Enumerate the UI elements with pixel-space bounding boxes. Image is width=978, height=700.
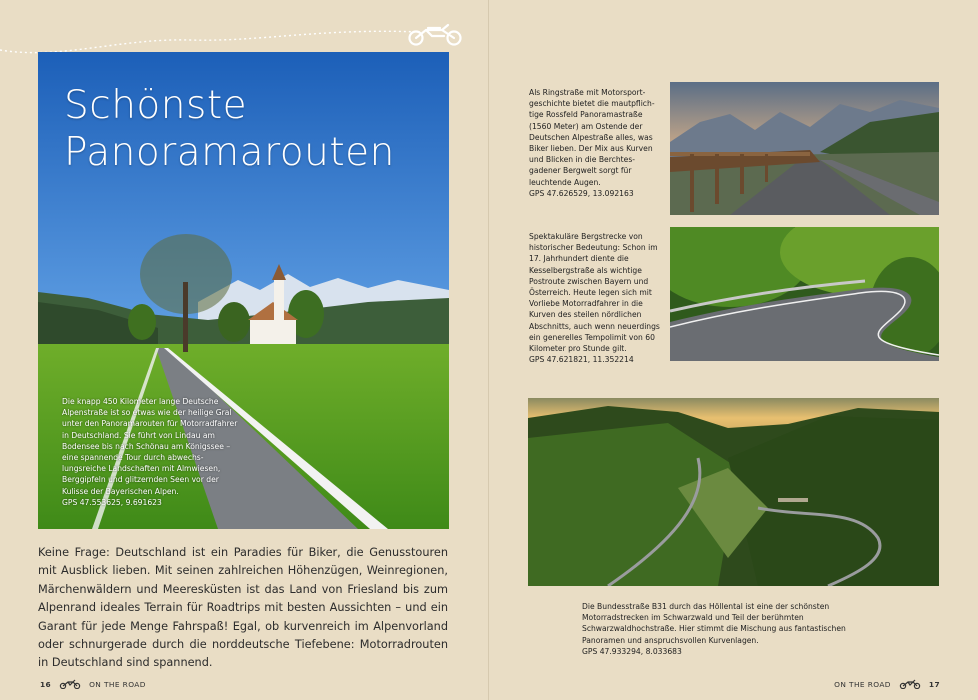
motorcycle-icon <box>406 22 464 46</box>
caption-hoellental-text: Die Bundesstraße B31 durch das Höllental ist eine der schönsten Motorradstrecken im Schwarzwald und Teil der berühmten Schwarzwaldhochstraße. Hier stimmt die Mischung aus fantastischen Panoramen und anspruchsvollen Kurvenlagen. <box>582 602 846 645</box>
footer-right <box>834 679 940 689</box>
page-number: 17 <box>928 679 940 689</box>
section-label: ON THE ROAD <box>834 679 891 689</box>
photo-caption <box>62 396 242 508</box>
photo-caption-text: Die knapp 450 Kilometer lange Deutsche Alpenstraße ist so etwas wie der heilige Gral unter den Panoramarouten für Motorradfahrer in Deutschland. Sie führt von Lindau am Bodensee bis nach Schönau am Königssee – eine spannende Tour durch abwechslungsreiche Landschaften mit Almwiesen, Berggipfeln und glitzernden Seen vor der Kulisse der Bayerischen Alpen. <box>62 397 238 496</box>
caption-hoellental-gps: GPS 47.933294, 8.033683 <box>582 646 682 656</box>
photo-kesselberg-road <box>670 227 939 361</box>
motorcycle-icon <box>59 679 81 689</box>
caption-kesselberg-text: Spektakuläre Bergstrecke von historischer Bedeutung: Schon im 17. Jahrhundert diente die Kesselbergstraße als wichtige Postroute zwischen Bayern und Österreich. Heute legen sich mit Vorliebe Motorradfahrer in die Kurven des steilen nördlichen Abschnitts, auch wenn neuerdings ein generelles Tempolimit von 60 Kilometer pro Stunde gilt. <box>529 232 660 354</box>
section-label: ON THE ROAD <box>89 679 146 689</box>
caption-rossfeld-text: Als Ringstraße mit Motorsportgeschichte bietet die mautpflichtige Rossfeld Panoramastraße (1560 Meter) am Ostende der Deutschen Alpestraße alles, was Biker lieben. Der Mix aus Kurven und Blicken in die Berchtesgadener Bergwelt sorgt für leuchtende Augen. <box>529 88 655 187</box>
title-line-2: Panoramarouten <box>64 130 395 175</box>
caption-kesselberg-gps: GPS 47.621821, 11.352214 <box>529 355 634 365</box>
photo-caption-gps: GPS 47.553625, 9.691623 <box>62 497 162 507</box>
footer-left <box>40 679 146 689</box>
page-title <box>64 82 395 176</box>
caption-hoellental <box>582 601 858 657</box>
photo-hoellental-valley <box>528 398 939 586</box>
caption-rossfeld-gps: GPS 47.626529, 13.092163 <box>529 188 634 198</box>
caption-kesselberg <box>529 231 661 365</box>
title-line-1: Schönste <box>64 83 248 128</box>
caption-rossfeld <box>529 87 661 199</box>
right-page <box>489 0 978 700</box>
body-text: Keine Frage: Deutschland ist ein Paradies für Biker, die Genusstouren mit Ausblick lieben. Mit seinen zahlreichen Höhenzügen, Weinregionen, Märchenwäldern und Meeresküsten ist das Land von Friesland bis zum Alpenrand ideales Terrain für Roadtrips mit besten Aussichten – und ein Garant für jede Menge Fahrspaß! Egal, ob kurvenreich im Alpenvorland oder schnurgerade durch die norddeutsche Tiefebene: Motorradrouten in Deutschland sind spannend. <box>38 546 448 670</box>
motorcycle-icon <box>899 679 921 689</box>
page-number: 16 <box>40 679 52 689</box>
photo-rossfeld-road <box>670 82 939 215</box>
